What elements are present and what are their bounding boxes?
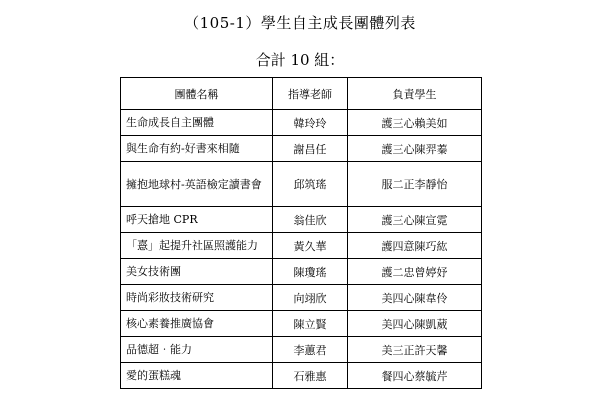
group-name-cell: 美女技術團 (121, 259, 273, 285)
table-row (121, 207, 482, 233)
teacher-cell: 陳瓊瑤 (273, 259, 348, 285)
teacher-cell: 陳立賢 (273, 311, 348, 337)
student-cell: 餐四心蔡毓芹 (348, 363, 482, 389)
table-row (121, 337, 482, 363)
table-row (121, 311, 482, 337)
teacher-cell: 石雅惠 (273, 363, 348, 389)
teacher-cell: 李蕙君 (273, 337, 348, 363)
table-row (121, 136, 482, 162)
groups-table (120, 77, 482, 389)
table-row (121, 285, 482, 311)
group-name-cell: 擁抱地球村-英語檢定讀書會 (121, 162, 273, 207)
teacher-cell: 翁佳欣 (273, 207, 348, 233)
group-name-cell: 與生命有約-好書來相隨 (121, 136, 273, 162)
table-row (121, 110, 482, 136)
group-count: 合計 10 組： (255, 51, 345, 69)
table-row (121, 363, 482, 389)
student-cell: 護四意陳巧紘 (348, 233, 482, 259)
table-row (121, 233, 482, 259)
group-name-cell: 生命成長自主團體 (121, 110, 273, 136)
student-cell: 美四心陳凱葳 (348, 311, 482, 337)
teacher-cell: 黃久華 (273, 233, 348, 259)
table-row (121, 259, 482, 285)
column-header-group-name: 團體名稱 (121, 78, 273, 110)
group-name-cell: 時尚彩妝技術研究 (121, 285, 273, 311)
teacher-cell: 向翊欣 (273, 285, 348, 311)
group-name-cell: 「憙」起提升社區照護能力 (121, 233, 273, 259)
student-cell: 護三心賴美如 (348, 110, 482, 136)
teacher-cell: 邱筑瑤 (273, 162, 348, 207)
group-name-cell: 品德超‧能力 (121, 337, 273, 363)
group-name-cell: 愛的蛋糕魂 (121, 363, 273, 389)
student-cell: 護三心陳宣霓 (348, 207, 482, 233)
column-header-student: 負責學生 (348, 78, 482, 110)
student-cell: 美四心陳韋伶 (348, 285, 482, 311)
student-cell: 護三心陳羿蓁 (348, 136, 482, 162)
student-cell: 服二正李靜怡 (348, 162, 482, 207)
teacher-cell: 韓玲玲 (273, 110, 348, 136)
column-header-teacher: 指導老師 (273, 78, 348, 110)
group-name-cell: 核心素養推廣協會 (121, 311, 273, 337)
header-row (121, 78, 482, 110)
group-name-cell: 呼天搶地 CPR (121, 207, 273, 233)
student-cell: 護二忠曾婷妤 (348, 259, 482, 285)
teacher-cell: 謝昌任 (273, 136, 348, 162)
student-cell: 美三正許天馨 (348, 337, 482, 363)
table-row (121, 162, 482, 207)
page-title: （105-1）學生自主成長團體列表 (184, 14, 416, 32)
